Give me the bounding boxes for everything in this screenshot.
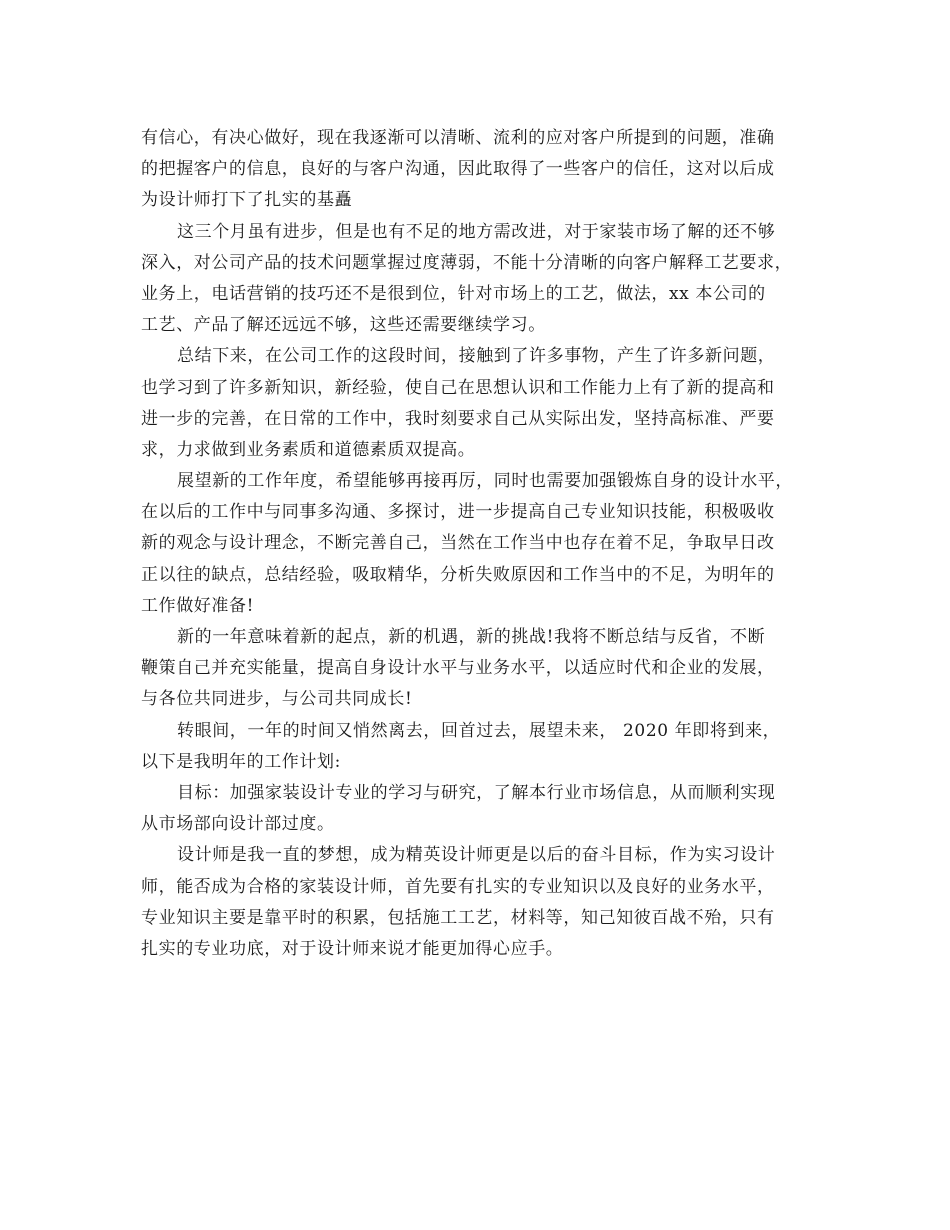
text-line: 业务上，电话营销的技巧还不是很到位，针对市场上的工艺，做法，xx 本公司的: [141, 283, 766, 304]
text-line: 深入，对公司产品的技术问题掌握过度薄弱，不能十分清晰的向客户解释工艺要求，: [141, 252, 793, 273]
text-line: 转眼间，一年的时间又悄然离去，回首过去，展望未来， 2020 年即将到来，: [177, 720, 781, 741]
paragraph: [141, 341, 831, 466]
text-line: 求，力求做到业务素质和道德素质双提高。: [141, 439, 476, 460]
text-line: 这三个月虽有进步，但是也有不足的地方需改进，对于家装市场了解的还不够: [177, 221, 776, 242]
text-line: 从市场部向设计部过度。: [141, 814, 335, 835]
text-line: 展望新的工作年度，希望能够再接再厉，同时也需要加强锻炼自身的设计水平，: [177, 471, 793, 492]
text-line: 为设计师打下了扎实的基矗: [141, 190, 353, 211]
paragraph: [141, 778, 831, 840]
text-line: 目标：加强家装设计专业的学习与研究，了解本行业市场信息，从而顺利实现: [177, 782, 776, 803]
paragraph: [141, 716, 831, 778]
text-line: 专业知识主要是靠平时的积累，包括施工工艺，材料等，知己知彼百战不殆，只有: [141, 907, 775, 928]
text-line: 也学习到了许多新知识，新经验，使自己在思想认识和工作能力上有了新的提高和: [141, 377, 775, 398]
text-line: 新的一年意味着新的起点，新的机遇，新的挑战!我将不断总结与反省，不断: [177, 627, 766, 647]
text-line: 以下是我明年的工作计划:: [141, 751, 341, 772]
text-line: 正以往的缺点，总结经验，吸取精华，分析失败原因和工作当中的不足，为明年的: [141, 564, 775, 585]
text-line: 总结下来，在公司工作的这段时间，接触到了许多事物，产生了许多新问题，: [177, 346, 776, 367]
text-line: 有信心，有决心做好，现在我逐渐可以清晰、流利的应对客户所提到的问题，准确: [141, 128, 775, 148]
text-line: 工作做好准备!: [141, 595, 255, 616]
text-line: 新的观念与设计理念，不断完善自己，当然在工作当中也存在着不足，争取早日改: [141, 533, 775, 554]
text-line: 与各位共同进步，与公司共同成长!: [141, 689, 413, 710]
text-line: 扎实的专业功底，对于设计师来说才能更加得心应手。: [141, 938, 564, 959]
text-line: 师，能否成为合格的家装设计师，首先要有扎实的专业知识以及良好的业务水平，: [141, 876, 775, 897]
paragraph: [141, 123, 831, 217]
paragraph: [141, 217, 831, 342]
text-line: 的把握客户的信息，良好的与客户沟通，因此取得了一些客户的信任，这对以后成: [141, 159, 775, 180]
paragraph: [141, 466, 831, 622]
text-line: 设计师是我一直的梦想，成为精英设计师更是以后的奋斗目标，作为实习设计: [177, 845, 776, 866]
text-line: 工艺、产品了解还远远不够，这些还需要继续学习。: [141, 315, 546, 336]
paragraph: [141, 622, 831, 716]
text-line: 在以后的工作中与同事多沟通、多探讨，进一步提高自己专业知识技能，积极吸收: [141, 502, 775, 523]
text-line: 鞭策自己并充实能量，提高自身设计水平与业务水平，以适应时代和企业的发展，: [141, 658, 775, 679]
text-line: 进一步的完善，在日常的工作中，我时刻要求自己从实际出发，坚持高标准、严要: [141, 408, 775, 429]
paragraph: [141, 840, 831, 965]
document-body: [141, 123, 831, 965]
